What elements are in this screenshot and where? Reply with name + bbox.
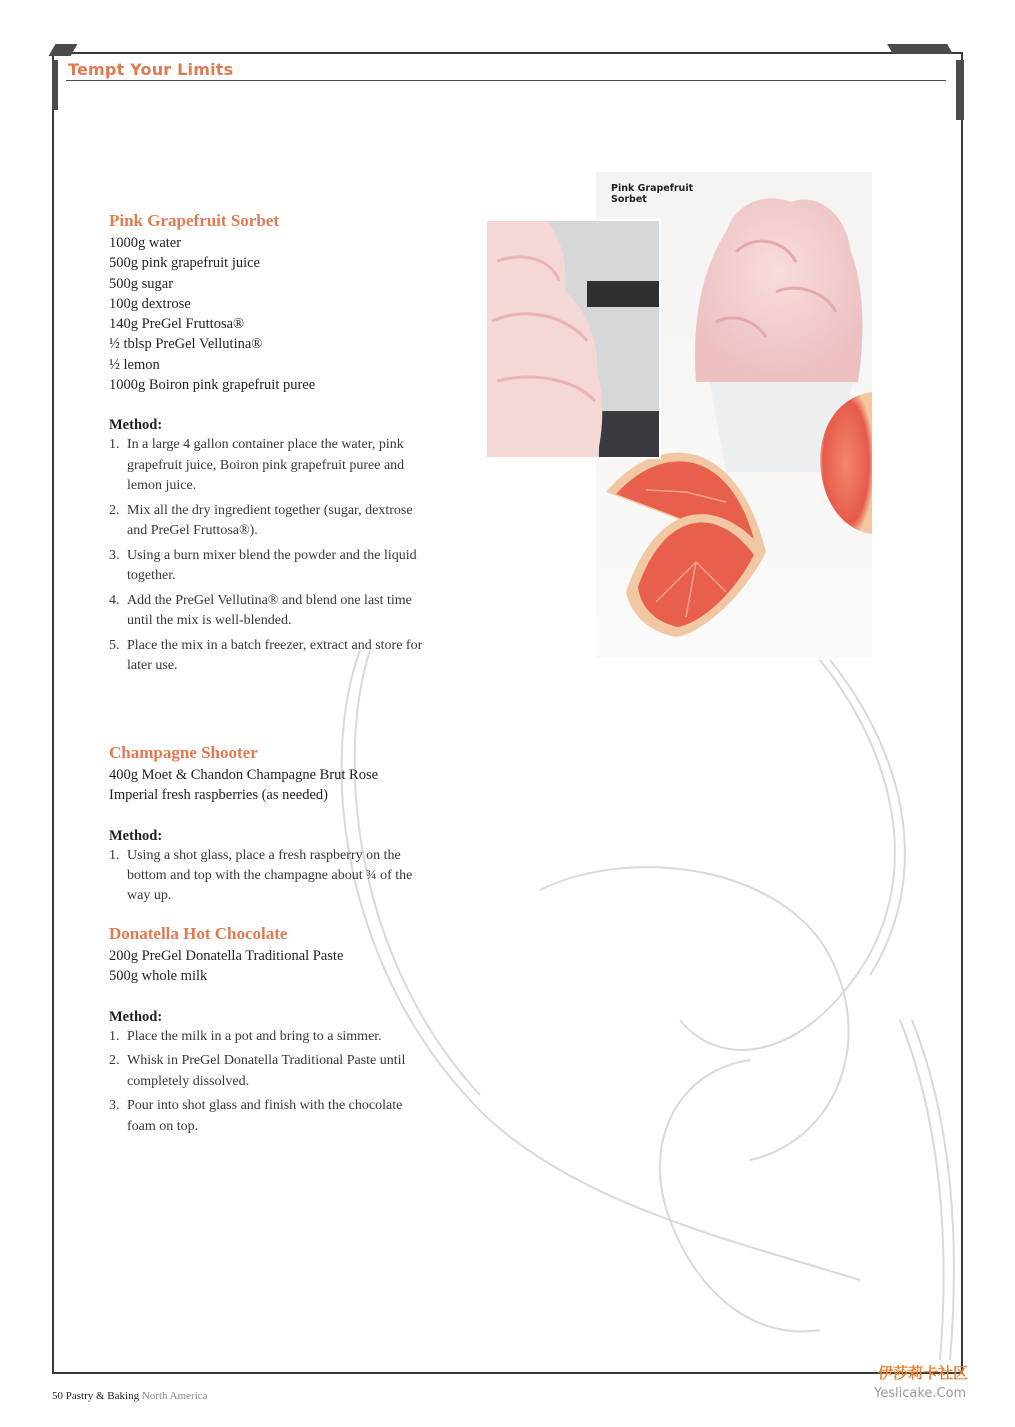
method-step (109, 1051, 429, 1091)
ingredient: 1000g water (109, 235, 182, 251)
frame-corner-top-right (887, 44, 953, 54)
step-number: 2. (109, 502, 120, 518)
magazine-region: North America (141, 1390, 208, 1402)
step-text: Add the PreGel Vellutina® and blend one last time until the mix is well-blended. (127, 592, 412, 628)
ingredient: ½ tblsp PreGel Vellutina® (109, 336, 263, 353)
method-step (109, 591, 429, 631)
sorbet-closeup-photo (485, 219, 661, 459)
step-text: Place the mix in a batch freezer, extract and store for later use. (127, 637, 423, 673)
method-step (109, 501, 429, 541)
ingredient: 500g whole milk (109, 968, 208, 985)
method-step (109, 546, 429, 586)
step-text: Mix all the dry ingredient together (sugar, dextrose and PreGel Fruttosa®). (127, 502, 413, 538)
page-frame-right (961, 52, 963, 1372)
ingredient: 500g sugar (109, 275, 174, 292)
step-number: 1. (109, 1028, 120, 1044)
recipe-title: Champagne Shooter (109, 743, 258, 762)
frame-corner-right-edge (956, 60, 964, 120)
ingredient: Imperial fresh raspberries (as needed) (109, 787, 329, 804)
page-frame-left (52, 52, 54, 1372)
method-step (109, 1096, 429, 1136)
recipe-title: Donatella Hot Chocolate (109, 924, 288, 943)
ingredient: ½ lemon (109, 356, 160, 373)
method-step (109, 846, 429, 907)
method-heading: Method: (109, 1008, 163, 1025)
method-heading: Method: (109, 827, 163, 844)
recipe-donatella-hot-chocolate (109, 924, 429, 1141)
ingredient: 1000g Boiron pink grapefruit puree (109, 377, 316, 394)
step-text: In a large 4 gallon container place the water, pink grapefruit juice, Boiron pink grapefruit puree and lemon juice. (127, 437, 405, 493)
page-frame-bottom (52, 1372, 963, 1374)
caption-line: Pink Grapefruit (611, 183, 694, 194)
ingredient: 100g dextrose (109, 295, 191, 312)
step-number: 4. (109, 592, 120, 608)
step-text: Place the milk in a pot and bring to a simmer. (127, 1028, 382, 1044)
step-number: 3. (109, 1098, 120, 1114)
recipe-champagne-shooter (109, 743, 429, 911)
method-step (109, 435, 429, 496)
frame-corner-top-left (49, 44, 78, 56)
step-text: Using a shot glass, place a fresh raspberry on the bottom and top with the champagne about ¾ of the way up. (127, 847, 413, 903)
page-number: 50 (52, 1390, 63, 1402)
recipe-title: Pink Grapefruit Sorbet (109, 211, 279, 230)
frame-corner-left-edge (52, 60, 58, 110)
method-step (109, 636, 429, 676)
ingredient: 400g Moet & Chandon Champagne Brut Rose (109, 767, 379, 783)
caption-line: Sorbet (611, 194, 647, 205)
ingredient: 500g pink grapefruit juice (109, 255, 260, 272)
step-text: Whisk in PreGel Donatella Traditional Paste until completely dissolved. (127, 1053, 406, 1089)
page-footer (52, 1390, 208, 1402)
step-number: 3. (109, 547, 120, 563)
step-text: Pour into shot glass and finish with the chocolate foam on top. (127, 1098, 403, 1134)
ingredient: 140g PreGel Fruttosa® (109, 316, 245, 333)
method-heading: Method: (109, 417, 163, 434)
recipe-pink-grapefruit-sorbet (109, 211, 429, 681)
photo-caption (611, 183, 721, 205)
step-number: 1. (109, 847, 120, 863)
step-number: 1. (109, 437, 120, 453)
ingredient: 200g PreGel Donatella Traditional Paste (109, 948, 344, 964)
watermark-english: Yeslicake.Com (874, 1386, 967, 1401)
watermark-chinese: 伊莎莉卡社区 (878, 1364, 969, 1382)
step-number: 5. (109, 637, 120, 653)
section-title: Tempt Your Limits (68, 60, 234, 79)
method-steps (109, 846, 429, 907)
magazine-name: Pastry & Baking (65, 1390, 140, 1402)
method-step (109, 1027, 429, 1047)
method-steps (109, 1027, 429, 1137)
method-steps (109, 435, 429, 676)
step-text: Using a burn mixer blend the powder and the liquid together. (127, 547, 417, 583)
step-number: 2. (109, 1053, 120, 1069)
header-rule (66, 80, 946, 81)
page-frame-top (52, 52, 963, 54)
